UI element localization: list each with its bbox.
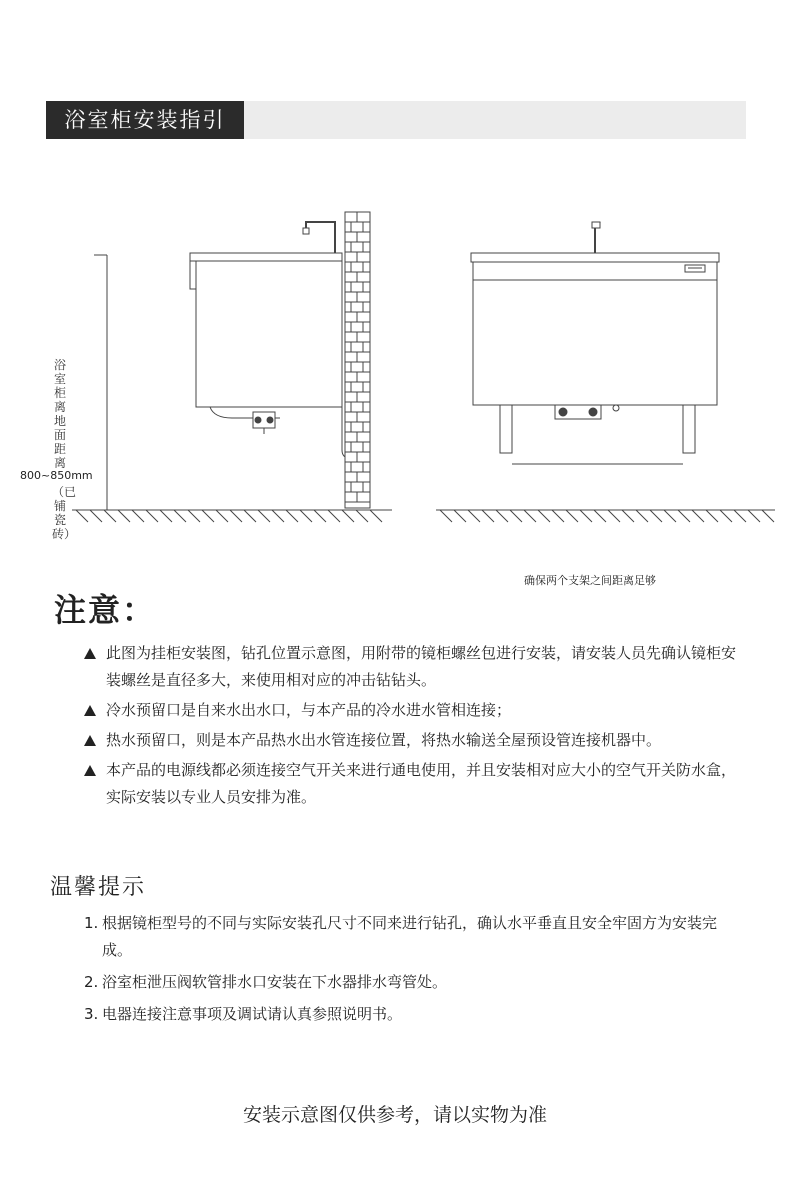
height-dimension: 800~850mm xyxy=(20,469,93,482)
tips-item: 2. 浴室柜泄压阀软管排水口安装在下水器排水弯管处。 xyxy=(84,973,448,991)
header-bar xyxy=(46,101,746,139)
side-cabinet-body xyxy=(196,261,342,407)
tile-note: （已铺瓷砖） xyxy=(52,485,77,541)
notice-item: 热水预留口，则是本产品热水出水管连接位置，将热水输送全屋预设管连接机器中。 xyxy=(84,727,744,754)
side-cabinet-door-edge xyxy=(190,261,196,289)
notice-item: 此图为挂柜安装图，钻孔位置示意图，用附带的镜柜螺丝包进行安装，请安装人员先确认镜柜安装螺丝是直径多大，来使用相对应的冲击钻钻头。 xyxy=(84,640,744,694)
triangle-icon xyxy=(84,735,96,746)
triangle-icon xyxy=(84,705,96,716)
front-cabinet-body xyxy=(473,262,717,405)
tips-title: 温馨提示 xyxy=(50,875,147,900)
notice-item: 冷水预留口是自来水出水口，与本产品的冷水进水管相连接； xyxy=(84,697,744,724)
notice-title: 注意： xyxy=(54,591,157,629)
height-label: 浴室柜离地面距离 xyxy=(53,358,66,470)
page-title: 浴室柜安装指引 xyxy=(46,101,244,139)
tips-item: 3. 电器连接注意事项及调试请认真参照说明书。 xyxy=(84,1005,403,1023)
notice-list xyxy=(84,640,744,814)
tips-item: 1. 根据镜柜型号的不同与实际安装孔尺寸不同来进行钻孔，确认水平垂直且安全牢固方为安装完成。 xyxy=(84,914,718,959)
faucet xyxy=(306,222,335,253)
bracket-note: 确保两个支架之间距离足够 xyxy=(524,574,656,587)
installation-diagram xyxy=(0,150,790,530)
notice-item: 本产品的电源线都必须连接空气开关来进行通电使用，并且安装相对应大小的空气开关防水盒，实际安装以专业人员安排为准。 xyxy=(84,757,744,811)
footer-note: 安装示意图仅供参考，请以实物为准 xyxy=(242,1104,547,1126)
bracket-left xyxy=(500,405,512,453)
tips-list xyxy=(84,910,744,1033)
triangle-icon xyxy=(84,648,96,659)
triangle-icon xyxy=(84,765,96,776)
side-countertop xyxy=(190,253,342,261)
bracket-right xyxy=(683,405,695,453)
front-countertop xyxy=(471,253,719,262)
